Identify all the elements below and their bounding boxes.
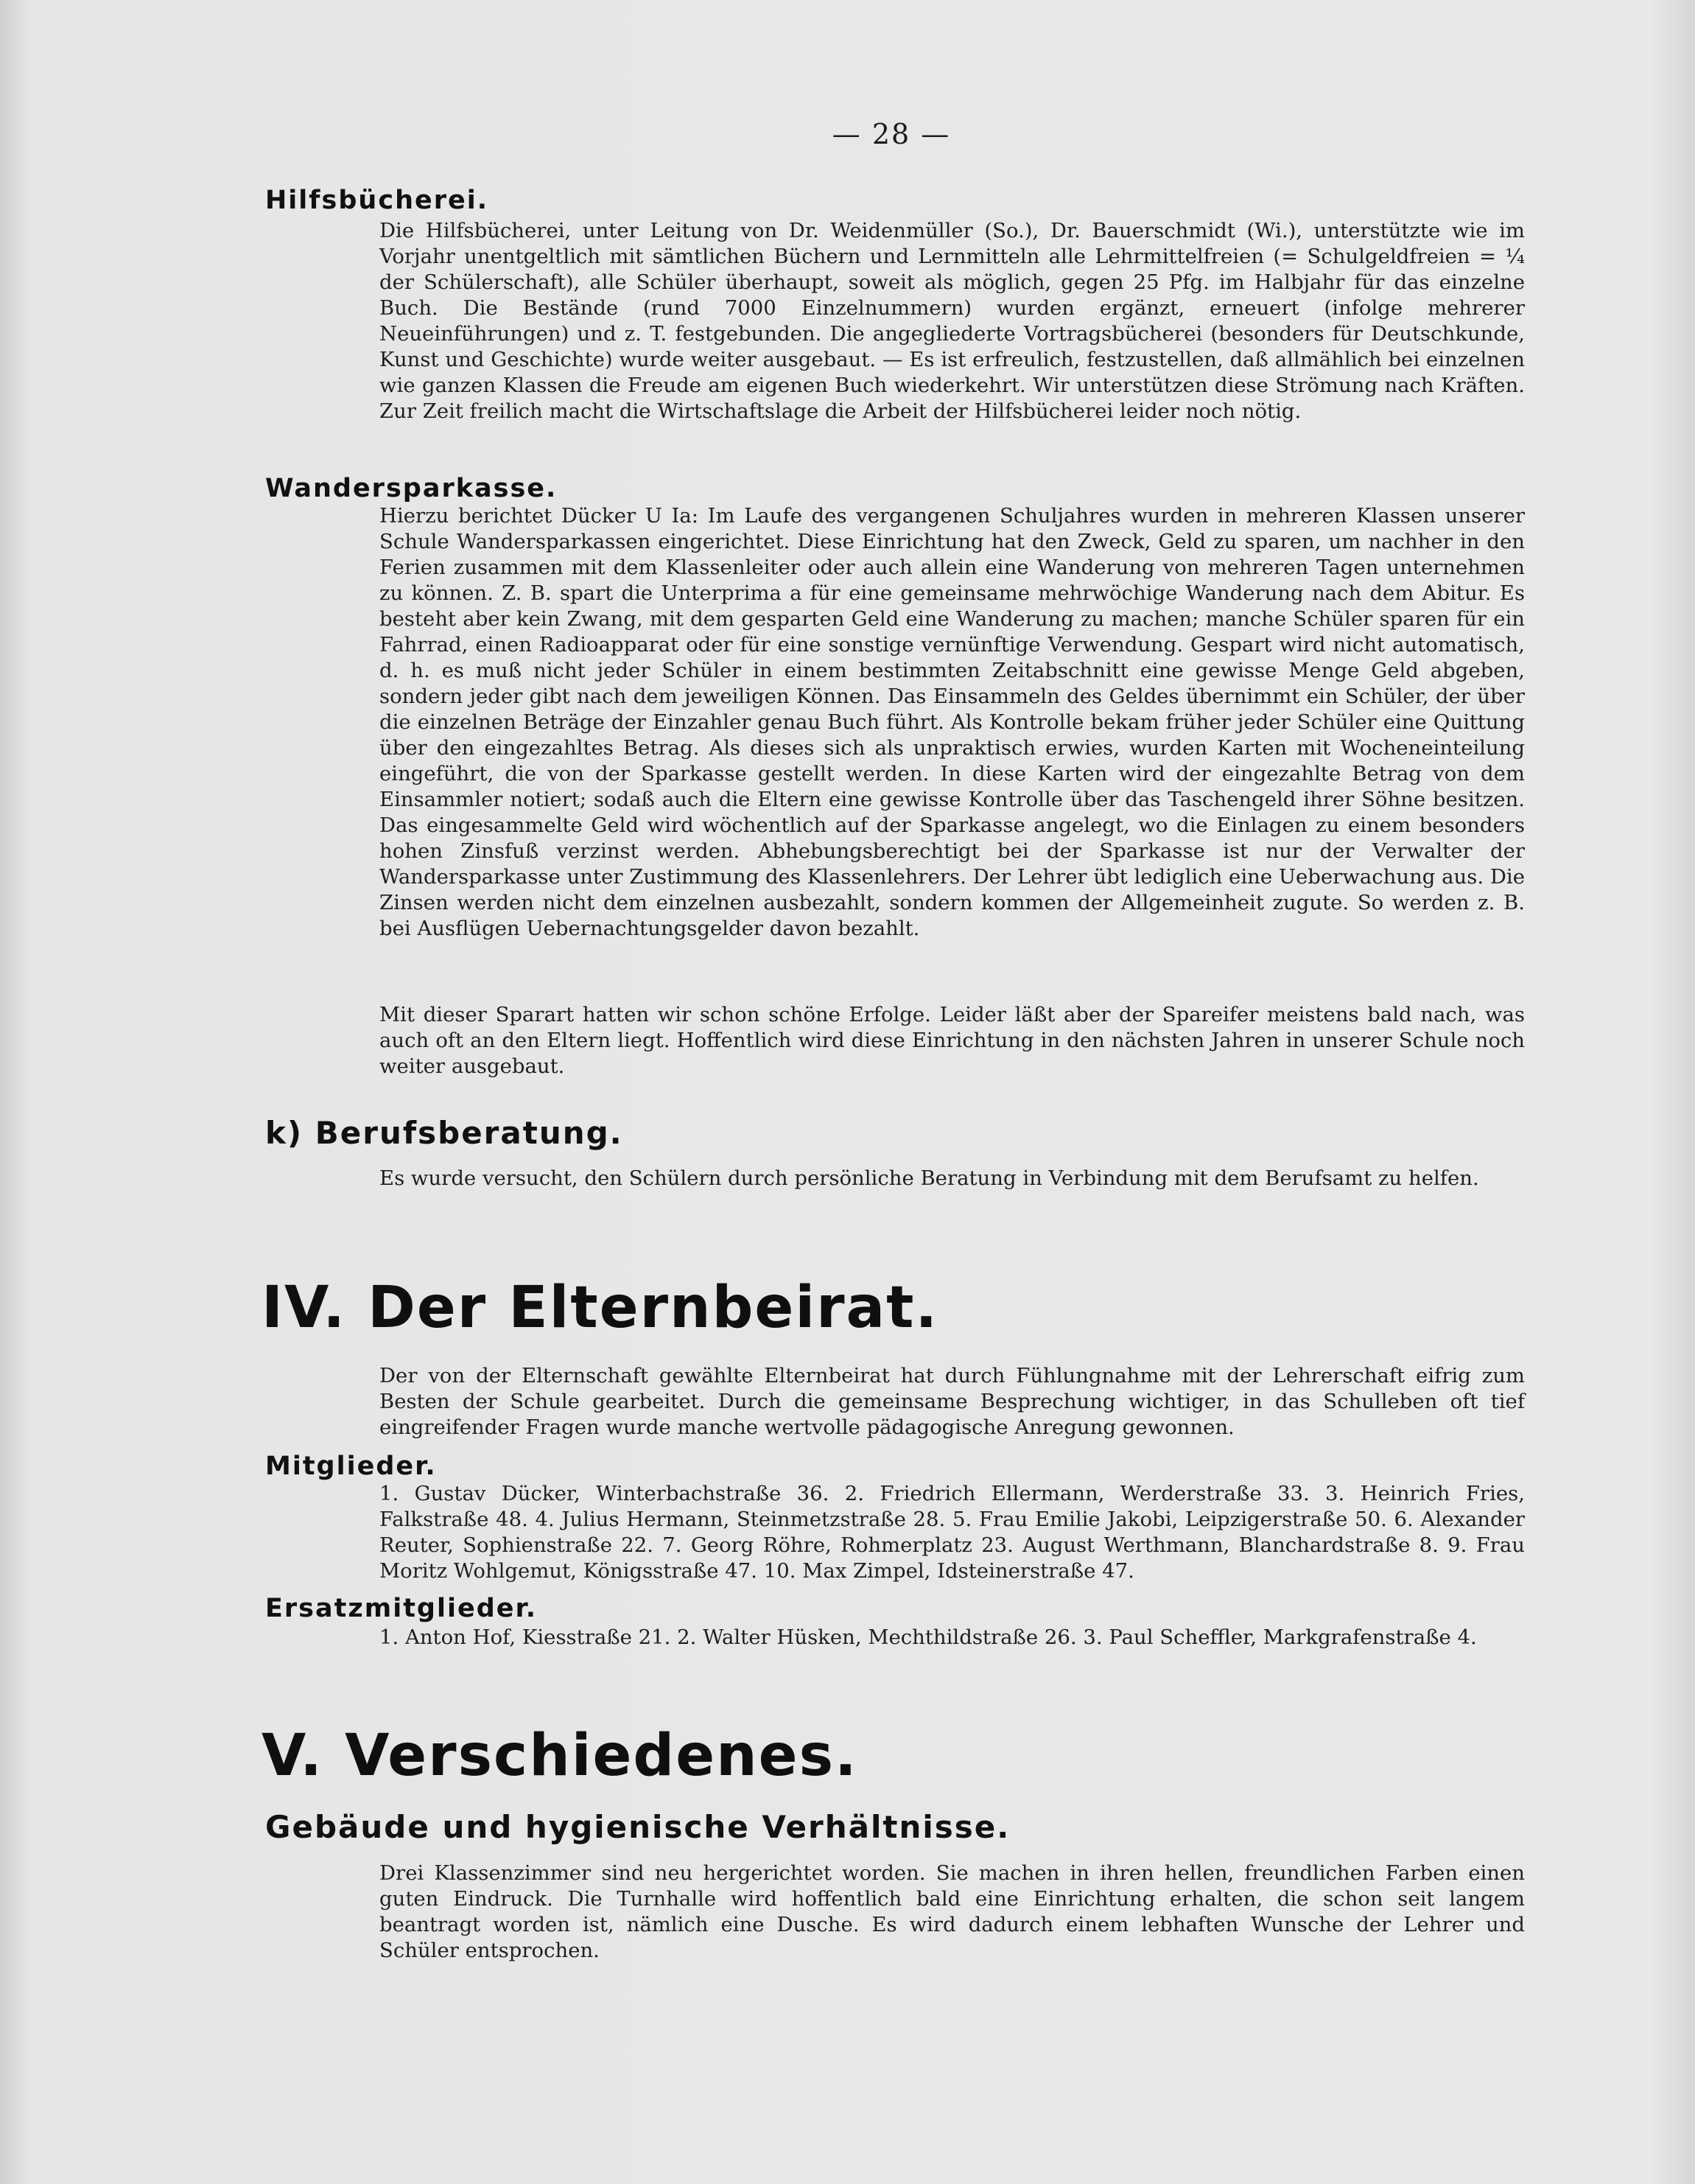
heading-ersatzmitglieder: Ersatzmitglieder.	[265, 1594, 538, 1623]
paragraph-mitglieder: 1. Gustav Dücker, Winterbachstraße 36. 2. Friedrich Ellermann, Werderstraße 33. 3. Heinrich Fries, Falkstraße 48. 4. Julius Hermann, Steinmetzstraße 28. 5. Frau Emilie Jakobi, Leipzigerstraße 50. 6. Alexander Reuter, Sophienstraße 22. 7. Georg Röhre, Rohmerplatz 23. August Werthmann, Blanchardstraße 8. 9. Frau Moritz Wohlgemut, Königsstraße 47. 10. Max Zimpel, Idsteinerstraße 47.	[379, 1482, 1525, 1583]
heading-verschiedenes: V. Verschiedenes.	[262, 1723, 858, 1789]
paragraph-berufsberatung: Es wurde versucht, den Schülern durch persönliche Beratung in Verbindung mit dem Berufsamt zu helfen.	[379, 1166, 1479, 1190]
paragraph-elternbeirat: Der von der Elternschaft gewählte Elternbeirat hat durch Fühlungnahme mit der Lehrerschaft eifrig zum Besten der Schule gearbeitet. Durch die gemeinsame Besprechung wichtiger, in das Schulleben oft tief eingreifender Fragen wurde manche wertvolle pädagogische Anregung gewonnen.	[379, 1364, 1525, 1439]
heading-hilfsbuecherei: Hilfsbücherei.	[265, 186, 489, 215]
heading-berufsberatung: k) Berufsberatung.	[265, 1115, 623, 1151]
paragraph-ersatzmitglieder: 1. Anton Hof, Kiesstraße 21. 2. Walter Hüsken, Mechthildstraße 26. 3. Paul Scheffler, Markgrafenstraße 4.	[379, 1625, 1477, 1649]
paragraph-gebaeude: Drei Klassenzimmer sind neu hergerichtet worden. Sie machen in ihren hellen, freundlichen Farben einen guten Eindruck. Die Turnhalle wird hoffentlich bald eine Einrichtung erhalten, die schon seit langem beantragt worden ist, nämlich eine Dusche. Es wird dadurch einem lebhaften Wunsche der Lehrer und Schüler entsprochen.	[379, 1861, 1525, 1962]
heading-wandersparkasse: Wandersparkasse.	[265, 474, 558, 503]
page-number: — 28 —	[832, 118, 951, 150]
paragraph-hilfsbuecherei: Die Hilfsbücherei, unter Leitung von Dr. Weidenmüller (So.), Dr. Bauerschmidt (Wi.), unterstützte wie im Vorjahr unentgeltlich mit sämtlichen Büchern und Lernmitteln alle Lehrmittelfreien (= Schulgeldfreien = ¼ der Schülerschaft), alle Schüler überhaupt, soweit als möglich, gegen 25 Pfg. im Halbjahr für das einzelne Buch. Die Bestände (rund 7000 Einzelnummern) wurden ergänzt, erneuert (infolge mehrerer Neueinführungen) und z. T. festgebunden. Die angegliederte Vortragsbücherei (besonders für Deutschkunde, Kunst und Geschichte) wurde weiter ausgebaut. — Es ist erfreulich, festzustellen, daß allmählich bei einzelnen wie ganzen Klassen die Freude am eigenen Buch wiederkehrt. Wir unterstützen diese Strömung nach Kräften. Zur Zeit freilich macht die Wirtschaftslage die Arbeit der Hilfsbücherei leider noch nötig.	[379, 219, 1525, 423]
heading-elternbeirat: IV. Der Elternbeirat.	[262, 1275, 939, 1341]
heading-gebaeude: Gebäude und hygienische Verhältnisse.	[265, 1809, 1011, 1845]
paragraph-wandersparkasse: Hierzu berichtet Dücker U Ia: Im Laufe des vergangenen Schuljahres wurden in mehreren Klassen unserer Schule Wandersparkassen eingerichtet. Diese Einrichtung hat den Zweck, Geld zu sparen, um nachher in den Ferien zusammen mit dem Klassenleiter oder auch allein eine Wanderung von mehreren Tagen unternehmen zu können. Z. B. spart die Unterprima a für eine gemeinsame mehrwöchige Wanderung nach dem Abitur. Es besteht aber kein Zwang, mit dem gesparten Geld eine Wanderung zu machen; manche Schüler sparen für ein Fahrrad, einen Radioapparat oder für eine sonstige vernünftige Verwendung. Gespart wird nicht automatisch, d. h. es muß nicht jeder Schüler in einem bestimmten Zeitabschnitt eine gewisse Menge Geld abgeben, sondern jeder gibt nach dem jeweiligen Können. Das Einsammeln des Geldes übernimmt ein Schüler, der über die einzelnen Beträge der Einzahler genau Buch führt. Als Kontrolle bekam früher jeder Schüler eine Quittung über den eingezahltes Betrag. Als dieses sich als unpraktisch erwies, wurden Karten mit Wocheneinteilung eingeführt, die von der Sparkasse gestellt werden. In diese Karten wird der eingezahlte Betrag von dem Einsammler notiert; sodaß auch die Eltern eine gewisse Kontrolle über das Taschengeld ihrer Söhne besitzen. Das eingesammelte Geld wird wöchentlich auf der Sparkasse angelegt, wo die Einlagen zu einem besonders hohen Zinsfuß verzinst werden. Abhebungsberechtigt bei der Sparkasse ist nur der Verwalter der Wandersparkasse unter Zustimmung des Klassenlehrers. Der Lehrer übt lediglich eine Ueberwachung aus. Die Zinsen werden nicht dem einzelnen ausbezahlt, sondern kommen der Allgemeinheit zugute. So werden z. B. bei Ausflügen Uebernachtungsgelder davon bezahlt.	[379, 504, 1525, 940]
heading-mitglieder: Mitglieder.	[265, 1452, 437, 1481]
paragraph-wandersparkasse-2: Mit dieser Sparart hatten wir schon schöne Erfolge. Leider läßt aber der Spareifer meistens bald nach, was auch oft an den Eltern liegt. Hoffentlich wird diese Einrichtung in den nächsten Jahren in unserer Schule noch weiter ausgebaut.	[379, 1003, 1525, 1078]
